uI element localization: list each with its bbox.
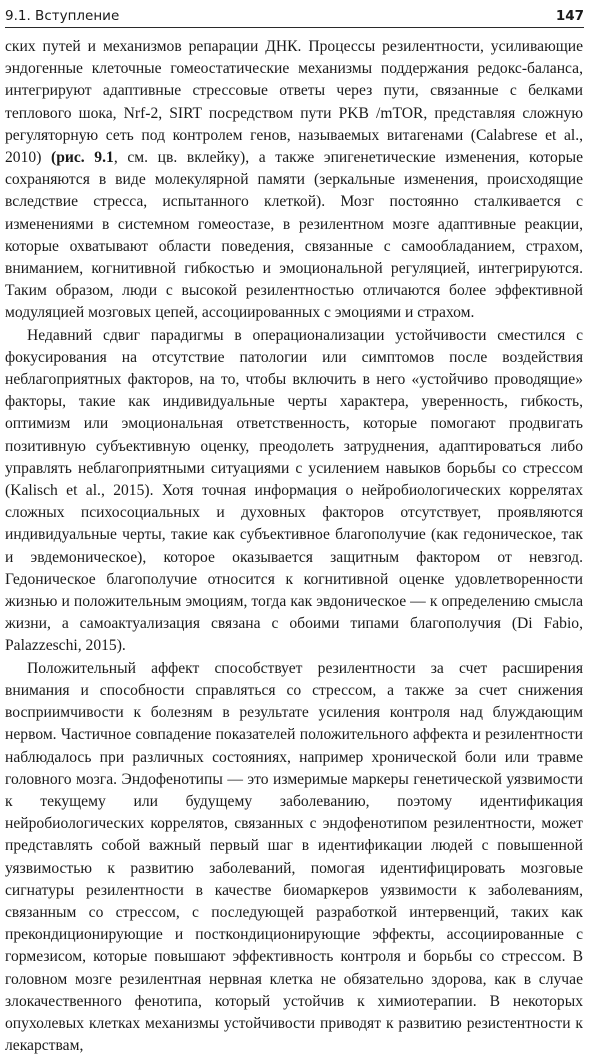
body-text	[5, 36, 583, 1057]
running-header	[5, 2, 584, 28]
paragraph-continued	[5, 36, 583, 325]
paragraph: Недавний сдвиг парадигмы в операционализации устойчивости сместился с фокусирования на отсутствие патологии или симптомов после воздействия неблагоприятных факторов, на то, чтобы включить в него «устойчиво проводящие» факторы, такие как индивидуальные черты характера, уверенность, гибкость, оптимизм или эмоциональная ответственность, которые помогают продвигать позитивную субъективную оценку, преодолеть затруднения, адаптироваться либо управлять неблагоприятными ситуациями с усилением навыков борьбы со стрессом (Kalisch et al., 2015). Хотя точная информация о нейробиологических коррелятах сложных психосоциальных и духовных факторов отсутствует, проявляются индивидуальные черты, такие как субъективное благополучие (как гедоническое, так и эвдемоническое), которое оказывается защитным фактором от невзгод. Гедоническое благополучие относится к когнитивной оценке удовлетворенности жизнью и положительным эмоциям, тогда как эвдоническое — к определению смысла жизни, а самоактуализация связана с обоими типами благополучия (Di Fabio, Palazzeschi, 2015).	[5, 326, 583, 655]
page-number: 147	[555, 8, 584, 24]
figure-reference: (рис. 9.1	[51, 149, 114, 167]
paragraph-text: ских путей и механизмов репарации ДНК. Процессы резилентности, усиливающие эндогенные клеточные гомеостатические механизмы поддержания редокс-баланса, интегрируют адаптивные стрессовые ответы через пути, связанные с белками теплового шока, Nrf-2, SIRT посредством пути PKB /mTOR, представляя сложную регуляторную сеть под контролем генов, называемых витагенами (Calabrese et al., 2010)	[5, 38, 583, 167]
section-title: 9.1. Вступление	[5, 8, 120, 24]
paragraph-text: , см. цв. вклейку), а также эпигенетические изменения, которые сохраняются в виде молекулярной памяти (зеркальные изменения, происходящие вследствие стресса, испытанного клеткой). Мозг постоянно сталкивается с изменениями в системном гомеостазе, в резилентном мозге адаптивные реакции, которые охватывают области поведения, связанные с самообладанием, страхом, вниманием, когнитивной гибкостью и эмоциональной регуляцией, интегрируются. Таким образом, люди с высокой резилентностью отличаются более эффективной модуляцией мозговых цепей, ассоциированных с эмоциями и страхом.	[5, 149, 584, 322]
paragraph: Положительный аффект способствует резилентности за счет расширения внимания и способности справляться со стрессом, а также за счет снижения восприимчивости к болезням в результате усиления контроля над блуждающим нервом. Частичное совпадение показателей положительного аффекта и резилентности наблюдалось при различных состояниях, например хронической боли или травме головного мозга. Эндофенотипы — это измеримые маркеры генетической уязвимости к текущему или будущему заболеванию, поэтому идентификация нейробиологических коррелятов, связанных с эндофенотипом резилентности, может представлять собой важный первый шаг в идентификации людей с повышенной уязвимостью к развитию заболеваний, помогая идентифицировать мозговые сигнатуры резилентности в качестве биомаркеров уязвимости к заболеваниям, связанным со стрессом, с последующей разработкой интервенций, таких как прекондиционирующие и посткондиционирующие эффекты, ассоциированные с гормезисом, которые повышают эффективность контроля и борьбы со стрессом. В головном мозге резилентная нервная клетка не обязательно здорова, как в случае злокачественного фенотипа, который устойчив к химиотерапии. В некоторых опухолевых клетках механизмы устойчивости приводят к развитию резистентности к лекарствам,	[5, 659, 583, 1055]
